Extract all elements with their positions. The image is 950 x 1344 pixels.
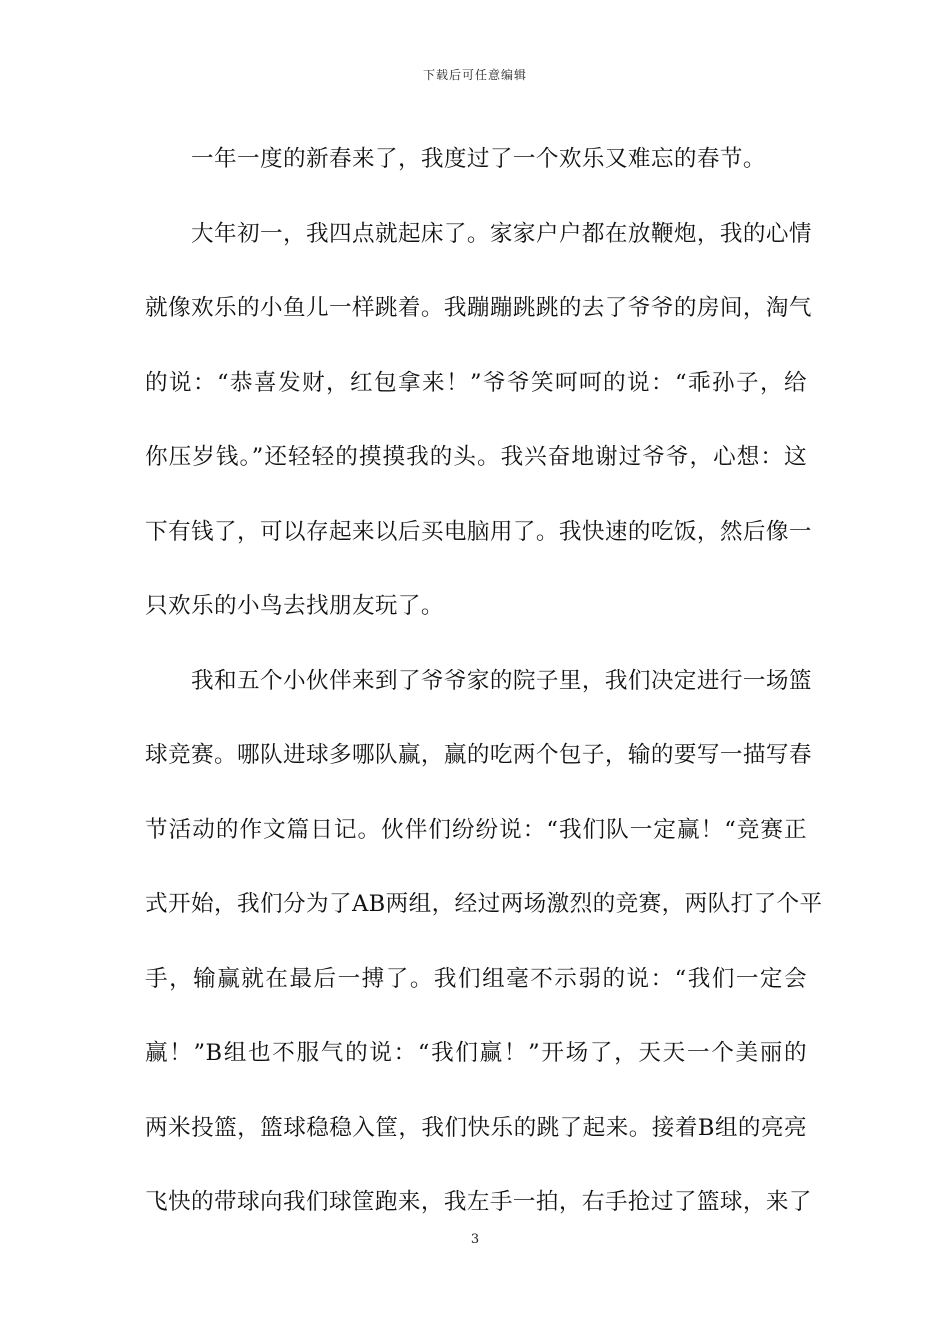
text-line: 大年初一，我四点就起床了。家家户户都在放鞭炮，我的心情: [191, 220, 812, 247]
text-line: 手，输赢就在最后一搏了。我们组毫不示弱的说：“我们一定会: [145, 965, 808, 992]
body-text: [145, 122, 823, 1240]
text-line: 球竞赛。哪队进球多哪队赢，赢的吃两个包子，输的要写一描写春: [145, 742, 812, 768]
page-number: 3: [470, 1232, 480, 1247]
text-line: 我和五个小伙伴来到了爷爷家的院子里，我们决定进行一场篮: [191, 667, 812, 694]
text-line: 就像欢乐的小鱼儿一样跳着。我蹦蹦跳跳的去了爷爷的房间，淘气: [145, 295, 812, 321]
text-line: 只欢乐的小鸟去找朋友玩了。: [145, 593, 444, 619]
text-line: 的说：“恭喜发财，红包拿来！”爷爷笑呵呵的说：“乖孙子，给: [145, 369, 807, 396]
text-line: 一年一度的新春来了，我度过了一个欢乐又难忘的春节。: [191, 146, 766, 172]
text-line: 飞快的带球向我们球筐跑来，我左手一拍，右手抢过了篮球，来了: [145, 1189, 812, 1215]
text-line: 你压岁钱。”还轻轻的摸摸我的头。我兴奋地谢过爷爷，心想：这: [145, 444, 807, 470]
page-header: 下载后可任意编辑: [422, 68, 527, 82]
text-line: 赢！”B组也不服气的说：“我们赢！”开场了，天天一个美丽的: [145, 1040, 807, 1066]
text-line: 下有钱了，可以存起来以后买电脑用了。我快速的吃饭，然后像一: [145, 518, 812, 545]
text-line: 节活动的作文篇日记。伙伴们纷纷说：“我们队一定赢！“竞赛正: [145, 816, 807, 843]
text-line: 两米投篮，篮球稳稳入筐，我们快乐的跳了起来。接着B组的亮亮: [145, 1114, 807, 1141]
text-line: 式开始，我们分为了AB两组，经过两场激烈的竞赛，两队打了个平: [145, 891, 823, 917]
